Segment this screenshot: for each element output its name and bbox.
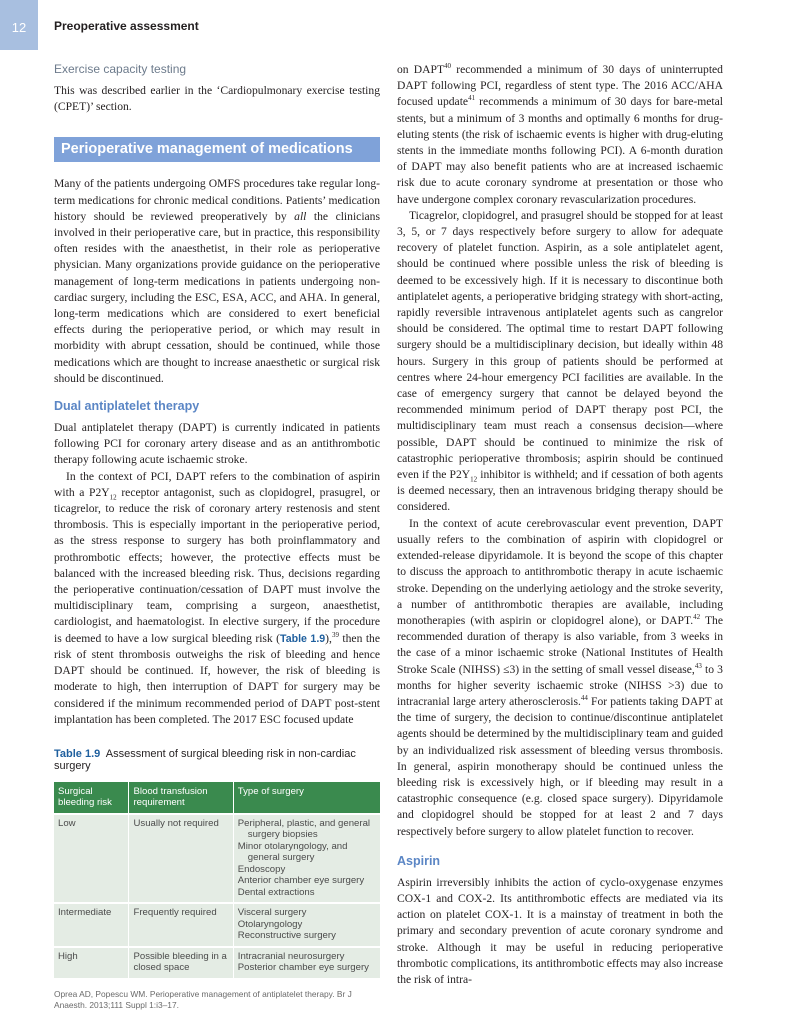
table-header-row: [54, 782, 380, 814]
table-reference-link[interactable]: Table 1.9: [280, 632, 326, 645]
aspirin-heading: Aspirin: [397, 853, 441, 868]
table-caption: Table 1.9 Assessment of surgical bleeding risk in non-cardiac surgery: [54, 747, 356, 772]
surgery-cell: Intracranial neurosurgery Posterior chamber eye surgery: [233, 947, 380, 978]
table-header-cell: Surgical bleeding risk: [54, 782, 129, 814]
exercise-heading: Exercise capacity testing: [54, 62, 187, 76]
page-number: 12: [0, 0, 38, 50]
dapt-paragraph-3: on DAPT$^{40}$ recommended a minimum of 30 days of uninterrupted DAPT following PCI, regardless of stent type. The 2016 ACC/AHA focused update$^{41}$ recommends a minimum of 30 days for bare-metal stents, but a minimum of 3 months and optimally 6 months for drug-eluting stents (the risk of ischaemic events is higher with drug-eluting stents in the immediate months following PCI). A 6-month duration of DAPT may also benefit patients who are at increased ischaemic risk due to acute coronary syndrome at presentation or those who have undergone complex coronary revascularization procedures.: [397, 62, 724, 206]
left-column: [54, 62, 380, 1011]
aspirin-paragraph: Aspirin irreversibly inhibits the action of cyclo-oxygenase enzymes COX-1 and COX-2. Its antithrombotic effects are mediated via its action on platelet COX-1. It is a mainstay of treatment in both the primary and secondary prevention of acute coronary syndrome and stroke. Although it may be useful in reducing perioperative thrombotic complications, its antithrombotic effects may also increase the risk of intra-: [397, 875, 723, 986]
risk-cell: High: [54, 947, 129, 978]
risk-cell: Low: [54, 814, 129, 904]
transfusion-cell: Frequently required: [129, 903, 233, 947]
surgery-cell: Visceral surgery Otolaryngology Reconstructive surgery: [233, 903, 380, 947]
surgery-cell: Peripheral, plastic, and general surgery biopsies Minor otolaryngology, and general surgery Endoscopy Anterior chamber eye surgery Dental extractions: [233, 814, 380, 904]
page-header: [0, 0, 793, 52]
table-row: [54, 947, 380, 978]
dapt-paragraph-2: In the context of PCI, DAPT refers to the combination of aspirin with a $P2Y_{12}$ receptor antagonist, such as clopidogrel, prasugrel, or ticagrelor, to reduce the risk of coronary artery restenosis and stent thrombosis. This is especially important in the perioperative period, as the stress response to surgery has both proinflammatory and prothrombotic effects; however, the protective effects must be balanced with the increased bleeding risk. Thus, decisions regarding the perioperative continuation/cessation of DAPT must involve the multidisciplinary team, comprising a surgeon, anaesthetist, cardiologist, and haematologist. In elective surgery, if the procedure is deemed to have a low surgical bleeding risk (Table 1.9),$^{39}$ then the risk of stent thrombosis outweighs the risk of bleeding and hence DAPT should be continued. If, however, the risk of bleeding is moderate to high, then interruption of DAPT for surgery may be considered if the minimum recommended period of DAPT post-stent implantation has been completed. The 2017 ESC focused update: [54, 469, 381, 726]
transfusion-cell: Possible bleeding in a closed space: [129, 947, 233, 978]
dapt-paragraph-4: Ticagrelor, clopidogrel, and prasugrel should be stopped for at least 3, 5, or 7 days respectively before surgery to allow for adequate recovery of platelet function. Aspirin, as a sole antiplatelet agent, should be continued where possible unless the risk of bleeding is deemed to be excessively high. If it is necessary to discontinue both antiplatelet agents, a perioperative bridging strategy with short-acting, rapidly reversible intravenous antiplatelet agents such as cangrelor should be considered. The optimal time to restart DAPT following surgery should be a multidisciplinary decision, but ideally within 48 hours. Surgery in this group of patients should be performed at centres where 24-hour emergency PCI facilities are available. In the case of emergency surgery that cannot be delayed beyond the recommended minimum period of DAPT therapy post PCI, the multidisciplinary team must reach a consensus decision—where possible, DAPT should be continued to minimize the risk of catastrophic perioperative thrombosis; aspirin should be continued even if the $P2Y_{12}$ inhibitor is withheld; and if cessation of both agents is deemed necessary, then an intravenous bridging therapy should be considered.: [397, 208, 723, 514]
table-row: [54, 814, 380, 904]
table-row: [54, 903, 380, 947]
dapt-paragraph-1: Dual antiplatelet therapy (DAPT) is currently indicated in patients following PCI for coronary artery disease and as an antithrombotic therapy following acute ischaemic stroke.: [54, 421, 380, 467]
table-label: Table 1.9: [54, 747, 101, 760]
medications-paragraph: Many of the patients undergoing OMFS procedures take regular long-term medications for chronic medical conditions. Patients’ medication history should be reviewed preoperatively by all the clinicians involved in their perioperative care, but in practice, this responsibility often resides with the anaesthetist, in their role as perioperative physician. Many organizations provide guidance on the perioperative management of long-term medications in patients undergoing non-cardiac surgery, including the ESC, ESA, ACC, and AHA. In general, long-term medications which are considered to exert beneficial effects during the perioperative period, or which may result in morbidity with abrupt cessation, should be continued, while those medications which are thought to increase anaesthetic or surgical risk should be discontinued.: [54, 177, 380, 385]
dapt-paragraph-5: In the context of acute cerebrovascular event prevention, DAPT usually refers to the combination of aspirin with clopidogrel or extended-release dipyridamole. It is beyond the scope of this chapter to discuss the approach to antithrombotic therapy in acute ischaemic stroke. Depending on the underlying aetiology and the stroke severity, a number of antithrombotic therapies are available, including monotherapies (with aspirin or clopidogrel alone), or DAPT.$^{42}$ The recommended duration of therapy is also variable, from 3 weeks in the case of a minor ischaemic stroke (National Institutes of Health Stroke Scale (NIHSS) ≤3) in the setting of small vessel disease,$^{43}$ to 3 months for higher severity ischaemic stroke (NIHSS >3) due to intracranial large artery atherosclerosis.$^{44}$ For patients taking DAPT at the time of surgery, the decision to continue/discontinue antiplatelet agents should be determined by the multidisciplinary team and guided by an individualized risk assessment of bleeding versus thrombosis. In general, aspirin monotherapy should be continued unless the bleeding risk is excessively high, or if bleeding may result in a catastrophic consequence (e.g. closed space surgery). Dipyridamole and clopidogrel should be stopped for at least 2 and 7 days respectively before surgery to allow platelet function to recover.: [397, 516, 723, 838]
bleeding-risk-table: [54, 782, 380, 978]
table-header-cell: Blood transfusion requirement: [129, 782, 233, 814]
running-head: Preoperative assessment: [54, 19, 199, 33]
exercise-paragraph: This was described earlier in the ‘Cardiopulmonary exercise testing (CPET)’ section.: [54, 84, 380, 114]
transfusion-cell: Usually not required: [129, 814, 233, 904]
section-heading: Perioperative management of medications: [54, 137, 380, 162]
table-source: Oprea AD, Popescu WM. Perioperative management of antiplatelet therapy. Br J Anaesth. 2013;111 Suppl 1:i3–17.: [54, 988, 352, 1010]
risk-cell: Intermediate: [54, 903, 129, 947]
table-header-cell: Type of surgery: [233, 782, 380, 814]
dapt-heading: Dual antiplatelet therapy: [54, 399, 200, 414]
right-column: [397, 62, 723, 988]
